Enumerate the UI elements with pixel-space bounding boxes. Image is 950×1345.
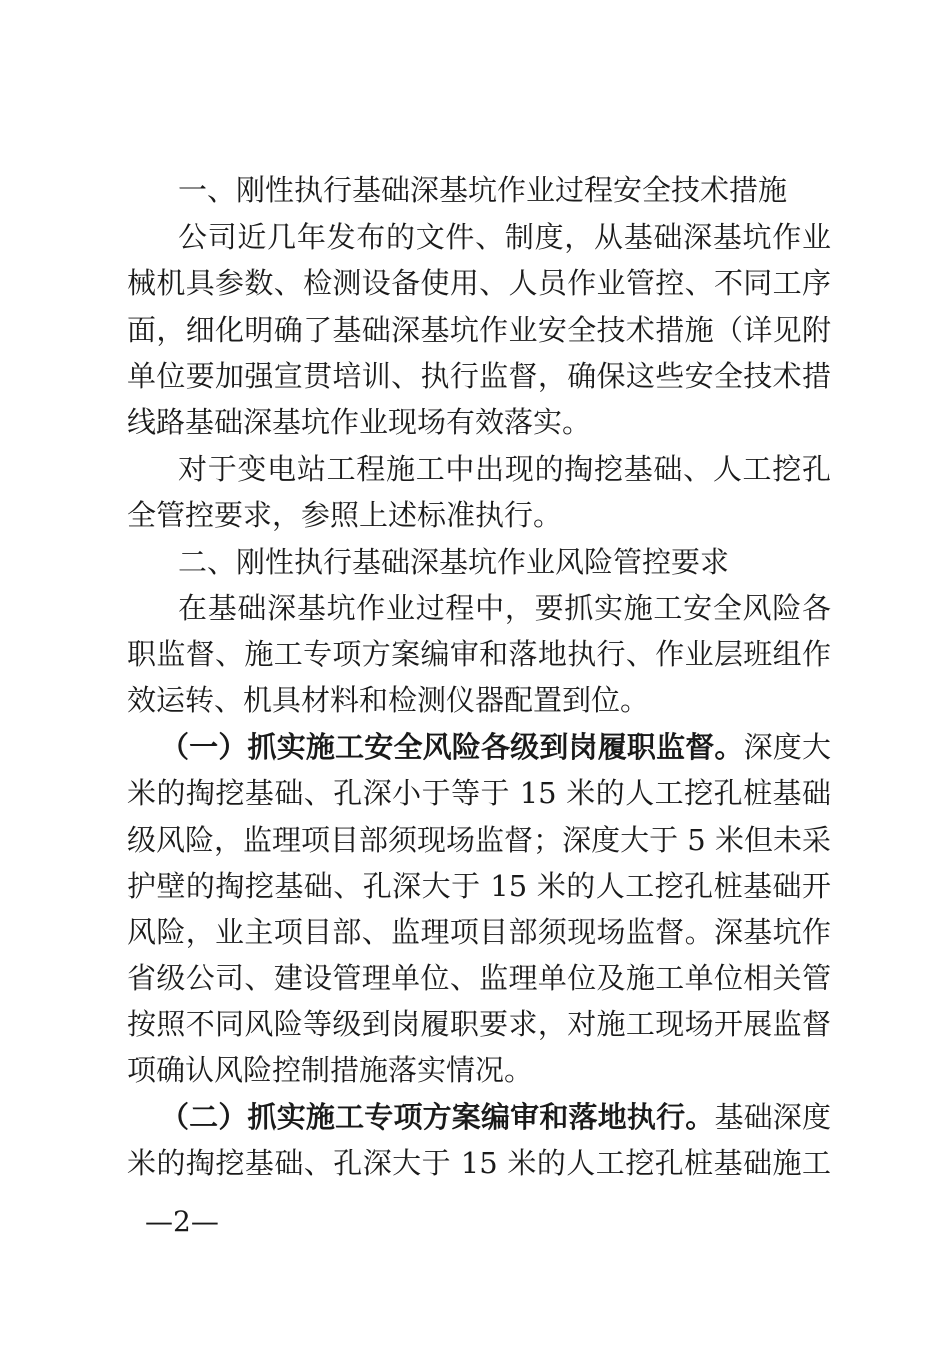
subsection-text: 深度大 xyxy=(743,730,831,764)
subsection-line-2 xyxy=(160,1094,831,1140)
subsection-heading-2: （二）抓实施工专项方案编审和落地执行。 xyxy=(160,1100,715,1134)
paragraph-line: 面，细化明确了基础深基坑作业安全技术措施（详见附 xyxy=(127,313,831,347)
paragraph-line: 全管控要求，参照上述标准执行。 xyxy=(127,498,563,532)
paragraph-line: 械机具参数、检测设备使用、人员作业管控、不同工序 xyxy=(127,266,831,300)
paragraph-line: 按照不同风险等级到岗履职要求，对施工现场开展监督 xyxy=(127,1007,831,1041)
paragraph-line: 公司近几年发布的文件、制度，从基础深基坑作业 xyxy=(178,220,831,254)
paragraph-line: 护壁的掏挖基础、孔深大于 15 米的人工挖孔桩基础开 xyxy=(127,869,831,903)
paragraph-line: 风险，业主项目部、监理项目部须现场监督。深基坑作 xyxy=(127,915,831,949)
paragraph-line: 省级公司、建设管理单位、监理单位及施工单位相关管 xyxy=(127,961,831,995)
paragraph-line: 职监督、施工专项方案编审和落地执行、作业层班组作 xyxy=(127,637,831,671)
subsection-text: 基础深度 xyxy=(714,1100,831,1134)
paragraph-line: 线路基础深基坑作业现场有效落实。 xyxy=(127,405,592,439)
page-number: —2— xyxy=(145,1205,219,1238)
subsection-heading-1: （一）抓实施工安全风险各级到岗履职监督。 xyxy=(160,730,744,764)
paragraph-line: 米的掏挖基础、孔深大于 15 米的人工挖孔桩基础施工 xyxy=(127,1146,831,1180)
paragraph-line: 级风险，监理项目部须现场监督；深度大于 5 米但未采 xyxy=(127,823,831,857)
paragraph-line: 单位要加强宣贯培训、执行监督，确保这些安全技术措 xyxy=(127,359,831,393)
subsection-line-1 xyxy=(160,724,831,770)
paragraph-line: 在基础深基坑作业过程中，要抓实施工安全风险各 xyxy=(178,591,831,625)
paragraph-line: 效运转、机具材料和检测仪器配置到位。 xyxy=(127,683,650,717)
paragraph-line: 项确认风险控制措施落实情况。 xyxy=(127,1053,534,1087)
section-heading-2: 二、刚性执行基础深基坑作业风险管控要求 xyxy=(178,545,730,579)
section-heading-1: 一、刚性执行基础深基坑作业过程安全技术措施 xyxy=(178,173,788,207)
paragraph-line: 米的掏挖基础、孔深小于等于 15 米的人工挖孔桩基础 xyxy=(127,776,831,810)
paragraph-line: 对于变电站工程施工中出现的掏挖基础、人工挖孔 xyxy=(178,452,831,486)
